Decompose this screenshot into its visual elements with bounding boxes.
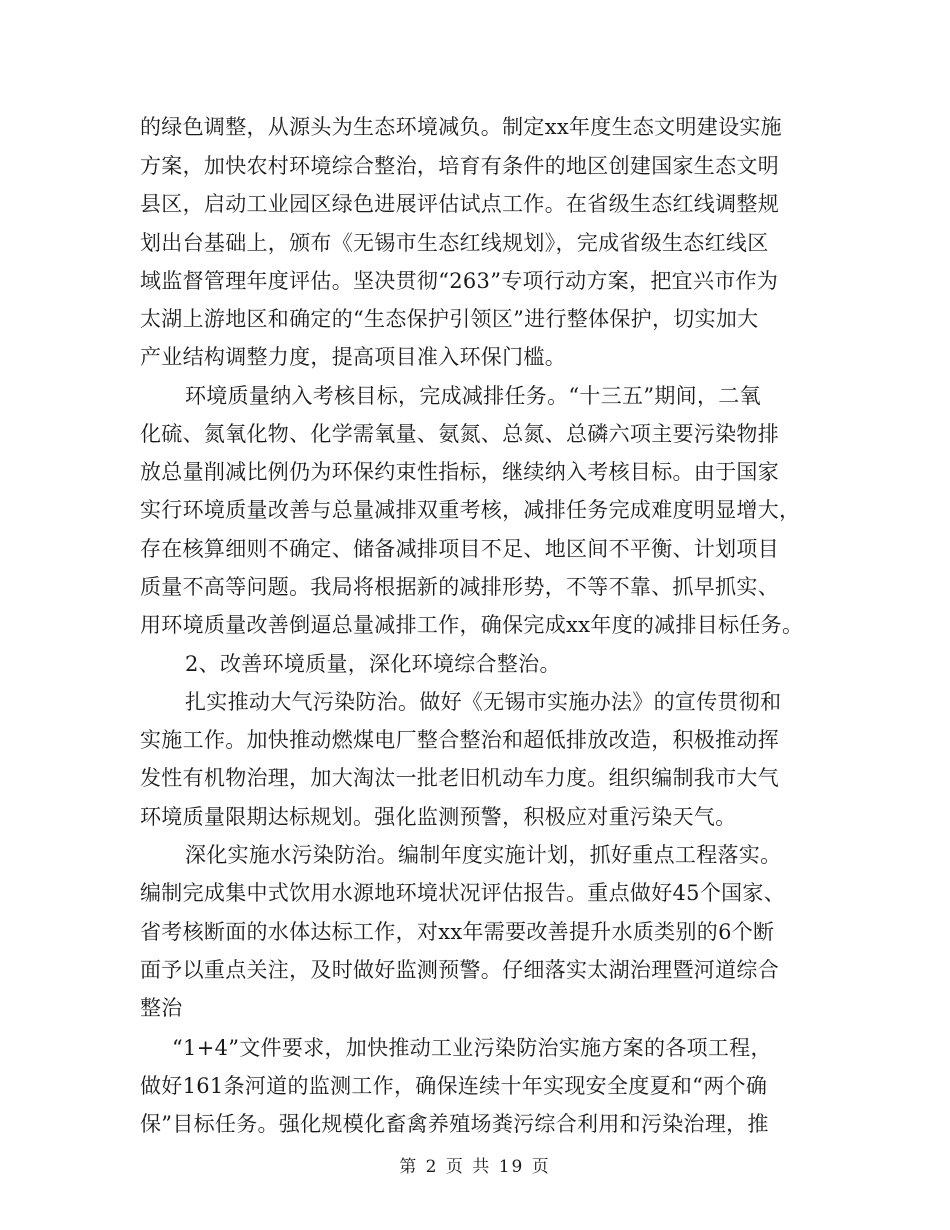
- text-line: 划出台基础上，颁布《无锡市生态红线规划》，完成省级生态红线区: [140, 231, 769, 255]
- text-line: 放总量削减比例仍为环保约束性指标，继续纳入考核目标。由于国家: [140, 460, 779, 484]
- text-line: 面予以重点关注，及时做好监测预警。仔细落实太湖治理暨河道综合: [140, 958, 779, 982]
- text-line: 质量不高等问题。我局将根据新的减排形势，不等不靠、抓早抓实、: [140, 575, 779, 599]
- text-line: 产业结构调整力度，提高项目准入环保门槛。: [140, 345, 566, 369]
- text-line: 深化实施水污染防治。编制年度实施计划，抓好重点工程落实。: [185, 843, 782, 867]
- text-line: 方案，加快农村环境综合整治，培育有条件的地区创建国家生态文明: [140, 154, 779, 178]
- text-line: 保”目标任务。强化规模化畜禽养殖场粪污综合利用和污染治理，推: [140, 1112, 769, 1136]
- text-line: 的绿色调整，从源头为生态环境减负。制定xx年度生态文明建设实施: [140, 115, 782, 139]
- text-line: 整治: [140, 996, 183, 1020]
- text-line: 用环境质量改善倒逼总量减排工作，确保完成xx年度的减排目标任务。: [140, 613, 804, 637]
- section-heading: 2、改善环境质量，深化环境综合整治。: [185, 652, 561, 676]
- text-line: 存在核算细则不确定、储备减排项目不足、地区间不平衡、计划项目: [140, 537, 779, 561]
- text-line: 发性有机物治理，加大淘汰一批老旧机动车力度。组织编制我市大气: [140, 766, 779, 790]
- text-line: 环境质量纳入考核目标，完成减排任务。“十三五”期间，二氧: [185, 384, 761, 408]
- text-line: 县区，启动工业园区绿色进展评估试点工作。在省级生态红线调整规: [140, 192, 779, 216]
- text-line: 实行环境质量改善与总量减排双重考核，减排任务完成难度明显增大，: [140, 498, 801, 522]
- text-line: 扎实推动大气污染防治。做好《无锡市实施办法》的宣传贯彻和: [185, 690, 782, 714]
- text-line: 域监督管理年度评估。坚决贯彻“263”专项行动方案，把宜兴市作为: [140, 269, 779, 293]
- text-line: 做好161条河道的监测工作，确保连续十年实现安全度夏和“两个确: [140, 1074, 768, 1098]
- text-line: 环境质量限期达标规划。强化监测预警，积极应对重污染天气。: [140, 805, 737, 829]
- page-number-footer: 第 2 页 共 19 页: [399, 1157, 551, 1177]
- text-line: 实施工作。加快推动燃煤电厂整合整治和超低排放改造，积极推动挥: [140, 728, 779, 752]
- text-line: “1+4”文件要求，加快推动工业污染防治实施方案的各项工程，: [172, 1036, 772, 1060]
- text-line: 化硫、氮氧化物、化学需氧量、氨氮、总氮、总磷六项主要污染物排: [140, 422, 779, 446]
- text-line: 编制完成集中式饮用水源地环境状况评估报告。重点做好45个国家、: [140, 881, 786, 905]
- text-line: 太湖上游地区和确定的“生态保护引领区”进行整体保护，切实加大: [140, 307, 759, 331]
- text-line: 省考核断面的水体达标工作，对xx年需要改善提升水质类别的6个断: [140, 920, 775, 944]
